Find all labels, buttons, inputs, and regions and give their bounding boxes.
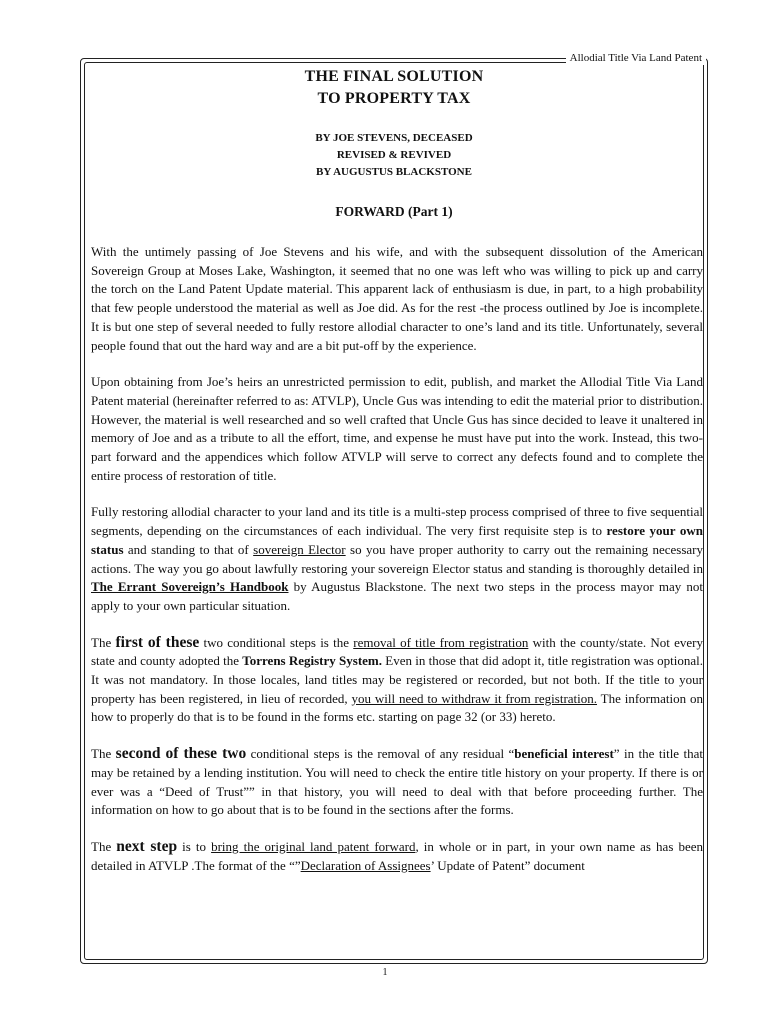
p3-text-1: Fully restoring allodial character to your land and its title is a multi-step process comprised of three to five sequential segments, depending on the circumstances of each individual. The very first requisite step is to xyxy=(91,504,703,539)
p3-bold-restore-status: restore your own status xyxy=(91,523,703,557)
p3-text-3: so you have proper authority to carry out the remaining necessary actions. The way you go about lawfully restoring your sovereign Elector status and standing is thoroughly detailed in xyxy=(91,541,704,576)
paragraph-3 xyxy=(91,503,703,615)
p4-emphasis: first of these xyxy=(115,633,200,651)
p4-underline-withdraw: you will need to withdraw it from registration. xyxy=(351,690,598,706)
p4-text-2: with the county/state. Not every state and county adopted the xyxy=(91,634,703,669)
p4-text-0: The xyxy=(91,634,116,650)
title-line-2: TO PROPERTY TAX xyxy=(317,90,471,107)
byline-line-3: BY AUGUSTUS BLACKSTONE xyxy=(316,166,472,178)
byline-line-1: BY JOE STEVENS, DECEASED xyxy=(315,132,473,144)
paragraph-5 xyxy=(91,745,703,820)
byline xyxy=(84,130,704,181)
p3-text-2: and standing to that of xyxy=(123,541,254,557)
p4-underline-removal: removal of title from registration xyxy=(353,634,529,650)
section-heading: FORWARD (Part 1) xyxy=(335,204,453,219)
p4-bold-torrens: Torrens Registry System. xyxy=(242,653,383,669)
paragraph-1: With the untimely passing of Joe Stevens and his wife, and with the subsequent dissolution of the American Sovereign Group at Moses Lake, Washington, it seemed that no one was left who was willing to pick up and carry the torch on the Land Patent Update material. This apparent lack of enthusiasm is due, in part, to a high probability that few people understood the material as well as Joe did. As for the rest -the process outlined by Joe is incomplete. It is but one step of several needed to fully restore allodial character to one’s land and its title. Unfortunately, several people found that out the hard way and are a bit put-off by the experience. xyxy=(91,244,703,353)
p4-text-1: two conditional steps is the xyxy=(199,634,354,650)
paragraph-4 xyxy=(91,634,703,728)
p4-text-3: Even in those that did adopt it, title registration was optional. It was not mandatory. In those locales, land titles may be registered or recorded, but not both. If the title to your property has been registered, in lieu of recorded, xyxy=(91,653,703,706)
p3-underline-sovereign-elector: sovereign Elector xyxy=(253,541,346,557)
paragraph-2: Upon obtaining from Joe’s heirs an unrestricted permission to edit, publish, and market the Allodial Title Via Land Patent material (hereinafter referred to as: ATVLP), Uncle Gus was intending to edit the material prior to distribution. However, the material is well researched and so well crafted that Uncle Gus has since decided to leave it unaltered in memory of Joe and as a tribute to all the effort, time, and expense he must have put into the work. Instead, this two-part forward and the appendices which follow ATVLP will serve to correct any defects found and to complete the entire process of restoration of title. xyxy=(91,374,703,483)
p6-text-3: ’ Update of Patent” document xyxy=(430,857,585,873)
p5-bold-beneficial-interest: beneficial interest xyxy=(514,746,614,762)
paragraph-6 xyxy=(91,838,703,875)
p5-emphasis: second of these two xyxy=(115,745,247,763)
p6-underline-land-patent: bring the original land patent forward xyxy=(211,838,416,854)
p6-underline-declaration: Declaration of Assignees xyxy=(300,857,431,873)
body-text xyxy=(91,243,703,893)
byline-line-2: REVISED & REVIVED xyxy=(336,149,452,161)
title-line-1: THE FINAL SOLUTION xyxy=(304,68,484,85)
p6-emphasis: next step xyxy=(116,837,178,855)
p6-text-1: is to xyxy=(177,838,212,854)
p3-text-4: by Augustus Blackstone. The next two steps in the process mayor may not apply to your own particular situation. xyxy=(91,579,703,613)
p6-text-2: , in whole or in part, in your own name as has been detailed in ATVLP .The format of the “” xyxy=(91,838,703,873)
page-number: 1 xyxy=(382,967,388,978)
p4-text-4: The information on how to properly do that is to be found in the forms etc. starting on page 32 (or 33) hereto. xyxy=(91,690,703,725)
p3-book-title: The Errant Sovereign’s Handbook xyxy=(91,579,289,595)
title-block xyxy=(84,66,704,221)
running-header: Allodial Title Via Land Patent xyxy=(566,52,706,65)
p5-text-2: ” in the title that may be retained by a lending institution. You will need to check the entire title history on your property. If there is or ever was a “Deed of Trust”” in that history, you will need to deal with that before proceeding further. The information on how to go about that is to be found in the sections after the forms. xyxy=(91,746,704,818)
document-title xyxy=(84,66,704,110)
p6-text-0: The xyxy=(91,838,117,854)
p5-text-1: conditional steps is the removal of any residual “ xyxy=(246,746,515,762)
p5-text-0: The xyxy=(91,746,116,762)
